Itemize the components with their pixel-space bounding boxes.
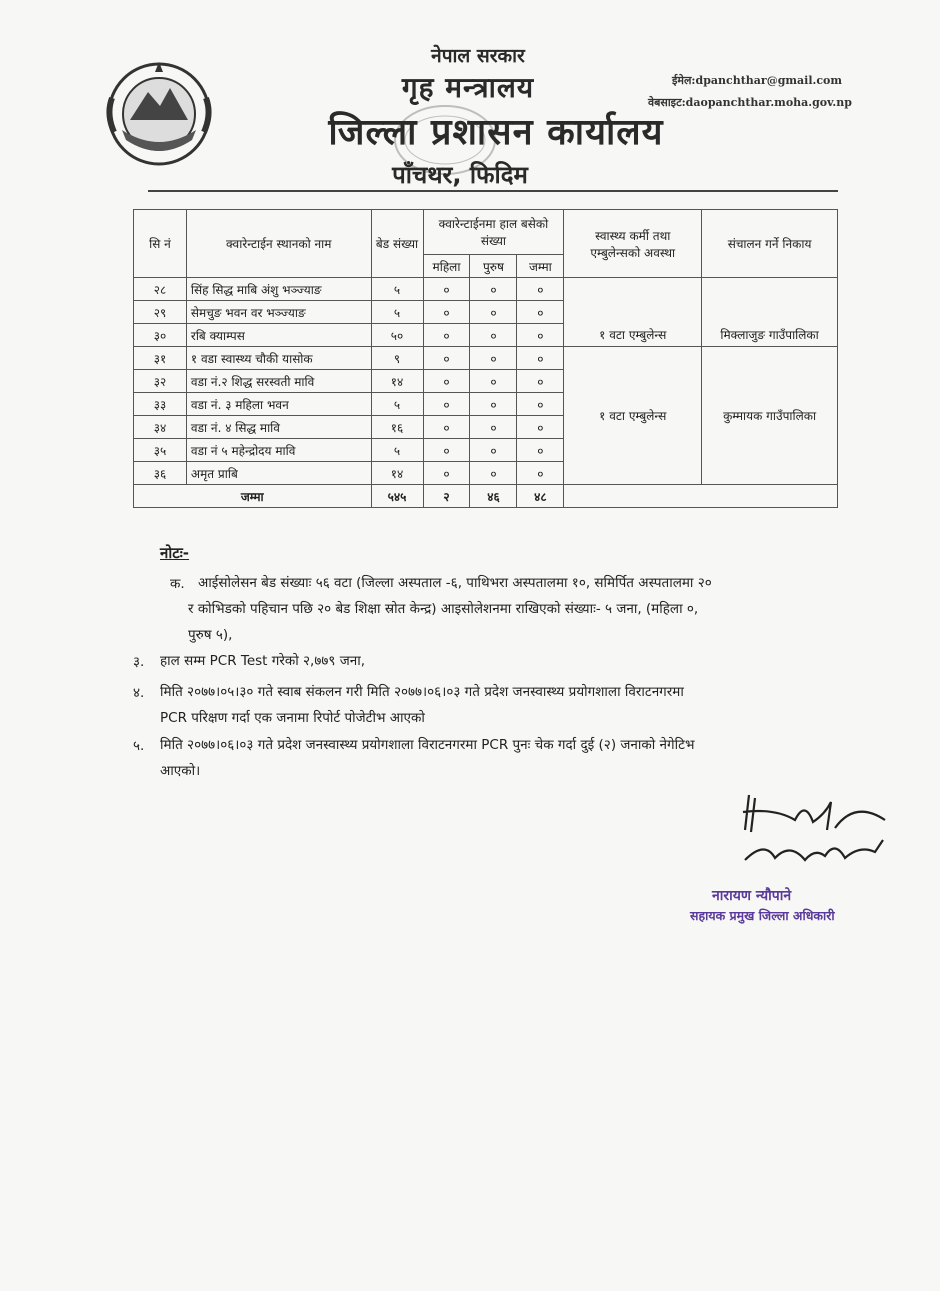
row-sn: ३३: [134, 393, 187, 416]
table-row: [134, 347, 838, 370]
row-place: वडा नं. ४ सिद्ध मावि: [186, 416, 371, 439]
row-total: ०: [517, 416, 564, 439]
row-female: ०: [423, 439, 470, 462]
note-number: ५.: [133, 738, 145, 754]
header-org: संचालन गर्ने निकाय: [702, 210, 838, 278]
header-total: जम्मा: [517, 255, 564, 278]
row-female: ०: [423, 278, 470, 301]
row-place: १ वडा स्वास्थ्य चौकी यासोक: [186, 347, 371, 370]
header-sn: सि नं: [134, 210, 187, 278]
row-place: सेमचुङ भवन वर भञ्ज्याङ: [186, 301, 371, 324]
ministry-name: गृह मन्त्रालय: [401, 71, 535, 104]
total-male: ४६: [470, 485, 517, 508]
table-total-row: [134, 485, 838, 508]
managing-body-2: कुम्मायक गाउँपालिका: [702, 347, 838, 485]
header-place: क्वारेन्टाईन स्थानको नाम: [186, 210, 371, 278]
row-beds: १४: [371, 370, 423, 393]
notes-title: नोटः-: [160, 544, 190, 562]
note-line: मिति २०७७।०६।०३ गते प्रदेश जनस्वास्थ्य प्रयोगशाला विराटनगरमा PCR पुनः चेक गर्दा दुई (२) जनाको नेगेटिभ: [160, 737, 695, 753]
row-total: ०: [517, 393, 564, 416]
row-total: ०: [517, 370, 564, 393]
row-sn: ३५: [134, 439, 187, 462]
email-text: ईमेल:dpanchthar@gmail.com: [672, 74, 843, 87]
row-sn: ३४: [134, 416, 187, 439]
signatory-name: नारायण न्यौपाने: [712, 888, 792, 904]
row-total: ०: [517, 278, 564, 301]
row-total: ०: [517, 462, 564, 485]
row-male: ०: [470, 278, 517, 301]
row-female: ०: [423, 370, 470, 393]
header-health: स्वास्थ्य कर्मी तथा एम्बुलेन्सको अवस्था: [564, 210, 702, 278]
table-header-row: [134, 210, 838, 255]
row-total: ०: [517, 347, 564, 370]
note-line: हाल सम्म PCR Test गरेको २,७७९ जना,: [160, 653, 365, 669]
row-male: ०: [470, 324, 517, 347]
row-female: ०: [423, 347, 470, 370]
row-place: सिंह सिद्ध माबि अंशु भञ्ज्याङ: [186, 278, 371, 301]
row-beds: ९: [371, 347, 423, 370]
row-male: ०: [470, 416, 517, 439]
row-beds: १६: [371, 416, 423, 439]
row-beds: ५०: [371, 324, 423, 347]
signatory-title: सहायक प्रमुख जिल्ला अधिकारी: [690, 908, 835, 923]
row-beds: १४: [371, 462, 423, 485]
table-row: [134, 324, 838, 347]
note-line: र कोभिडको पहिचान पछि २० बेड शिक्षा स्रोत केन्द्र) आइसोलेशनमा राखिएको संख्याः- ५ जना, (महिला ०,: [188, 601, 699, 617]
note-line: मिति २०७७।०५।३० गते स्वाब संकलन गरी मिति २०७७।०६।०३ गते प्रदेश जनस्वास्थ्य प्रयोगशाला विराटनगरमा: [160, 684, 684, 700]
header-female: महिला: [423, 255, 470, 278]
row-male: ०: [470, 301, 517, 324]
note-number: ३.: [133, 654, 145, 670]
row-beds: ५: [371, 278, 423, 301]
row-female: ०: [423, 393, 470, 416]
row-total: ०: [517, 439, 564, 462]
header-male: पुरुष: [470, 255, 517, 278]
health-status-1: १ वटा एम्बुलेन्स: [564, 324, 702, 347]
header-beds: बेड संख्या: [371, 210, 423, 278]
office-name: जिल्ला प्रशासन कार्यालय: [328, 112, 664, 153]
row-female: ०: [423, 301, 470, 324]
row-sn: ३०: [134, 324, 187, 347]
table-row: [134, 278, 838, 301]
row-beds: ५: [371, 393, 423, 416]
row-male: ०: [470, 393, 517, 416]
managing-body-1: मिक्लाजुङ गाउँपालिका: [702, 324, 838, 347]
row-place: अमृत प्राबि: [186, 462, 371, 485]
row-female: ०: [423, 416, 470, 439]
row-sn: ३१: [134, 347, 187, 370]
row-place: रबि क्याम्पस: [186, 324, 371, 347]
header-divider: [148, 190, 838, 192]
total-label: जम्मा: [134, 485, 372, 508]
row-male: ०: [470, 370, 517, 393]
quarantine-table: [133, 209, 838, 508]
row-male: ०: [470, 439, 517, 462]
row-male: ०: [470, 462, 517, 485]
govt-name: नेपाल सरकार: [431, 45, 525, 67]
health-status-2: १ वटा एम्बुलेन्स: [564, 347, 702, 485]
row-place: वडा नं. ३ महिला भवन: [186, 393, 371, 416]
note-number: क.: [170, 576, 185, 592]
row-sn: ३६: [134, 462, 187, 485]
row-beds: ५: [371, 301, 423, 324]
row-total: ०: [517, 301, 564, 324]
row-sn: २८: [134, 278, 187, 301]
note-line: PCR परिक्षण गर्दा एक जनामा रिपोर्ट पोजेटीभ आएको: [160, 710, 425, 726]
row-female: ०: [423, 324, 470, 347]
note-line: आएको।: [160, 763, 201, 779]
health-empty: [564, 278, 702, 324]
row-place: वडा नं ५ महेन्द्रोदय मावि: [186, 439, 371, 462]
header-current: क्वारेन्टाईनमा हाल बसेको संख्या: [423, 210, 564, 255]
org-empty: [702, 278, 838, 324]
handwritten-signature-icon: [735, 790, 895, 880]
total-beds: ५४५: [371, 485, 423, 508]
note-line: पुरुष ५),: [188, 627, 233, 643]
row-female: ०: [423, 462, 470, 485]
total-female: २: [423, 485, 470, 508]
note-line: आईसोलेसन बेड संख्याः ५६ वटा (जिल्ला अस्पताल -६, पाथिभरा अस्पतालमा १०, समिर्पित अस्पतालमा २०: [198, 575, 712, 591]
office-location: पाँचथर, फिदिम: [392, 161, 528, 189]
total-total: ४८: [517, 485, 564, 508]
row-sn: ३२: [134, 370, 187, 393]
website-text: वेबसाइट:daopanchthar.moha.gov.np: [648, 96, 852, 109]
total-empty: [564, 485, 838, 508]
row-male: ०: [470, 347, 517, 370]
row-total: ०: [517, 324, 564, 347]
row-place: वडा नं.२ शिद्ध सरस्वती मावि: [186, 370, 371, 393]
row-beds: ५: [371, 439, 423, 462]
note-number: ४.: [133, 685, 145, 701]
row-sn: २९: [134, 301, 187, 324]
